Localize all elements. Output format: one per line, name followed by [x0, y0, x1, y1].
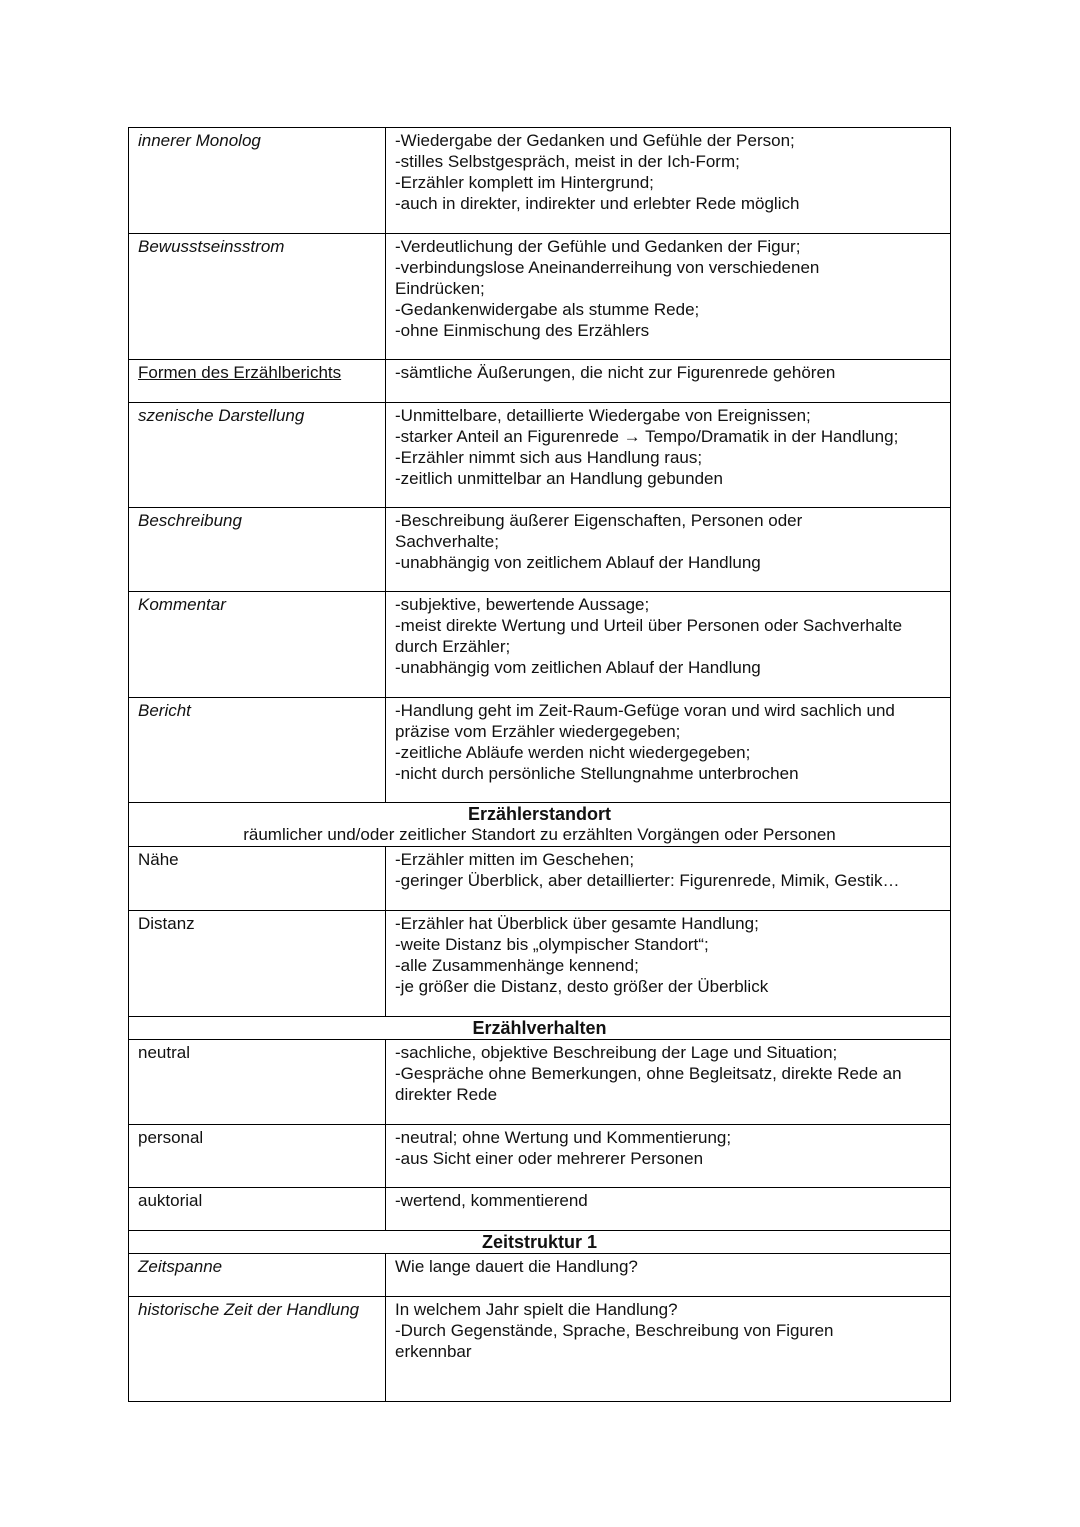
- description-line: -alle Zusammenhänge kennend;: [395, 956, 639, 975]
- description-line: Eindrücken;: [395, 279, 485, 298]
- table-row: [129, 847, 951, 911]
- description-line: -nicht durch persönliche Stellungnahme unterbrochen: [395, 764, 799, 783]
- term-label: Kommentar: [138, 595, 226, 614]
- table-body: [129, 128, 951, 1402]
- description-line: -weite Distanz bis „olympischer Standort“;: [395, 935, 709, 954]
- description-line: erkennbar: [395, 1342, 472, 1361]
- description-line: -stilles Selbstgespräch, meist in der Ich-Form;: [395, 152, 740, 171]
- term-label: auktorial: [138, 1191, 203, 1210]
- description-line: durch Erzähler;: [395, 637, 511, 656]
- description-cell: [386, 592, 951, 698]
- description-line: -Verdeutlichung der Gefühle und Gedanken der Figur;: [395, 237, 801, 256]
- description-line: -zeitliche Abläufe werden nicht wiedergegeben;: [395, 743, 751, 762]
- table-row: [129, 1188, 951, 1231]
- description-line: -Erzähler mitten im Geschehen;: [395, 850, 635, 869]
- description-line: -Durch Gegenstände, Sprache, Beschreibung von Figuren: [395, 1321, 834, 1340]
- description-line: -starker Anteil an Figurenrede → Tempo/Dramatik in der Handlung;: [395, 427, 899, 446]
- description-cell: [386, 508, 951, 592]
- term-cell: [129, 847, 386, 911]
- term-cell: [129, 234, 386, 360]
- table-row: [129, 403, 951, 508]
- section-title: Erzählverhalten: [472, 1018, 607, 1038]
- term-label: personal: [138, 1128, 204, 1147]
- description-line: -Erzähler nimmt sich aus Handlung raus;: [395, 448, 703, 467]
- description-line: -Gedankenwidergabe als stumme Rede;: [395, 300, 700, 319]
- description-line: direkter Rede: [395, 1085, 498, 1104]
- term-cell: [129, 1040, 386, 1125]
- description-cell: [386, 360, 951, 403]
- description-cell: [386, 1125, 951, 1188]
- term-cell: [129, 1297, 386, 1402]
- term-cell: [129, 128, 386, 234]
- term-label: Bericht: [138, 701, 191, 720]
- section-heading-row: [129, 1017, 951, 1040]
- description-line: -ohne Einmischung des Erzählers: [395, 321, 650, 340]
- description-cell: [386, 234, 951, 360]
- section-heading-row: [129, 1231, 951, 1254]
- term-cell: [129, 1125, 386, 1188]
- table-row: [129, 911, 951, 1017]
- description-line: -Beschreibung äußerer Eigenschaften, Personen oder: [395, 511, 803, 530]
- table-row: [129, 360, 951, 403]
- term-label: Zeitspanne: [138, 1257, 223, 1276]
- table-row: [129, 1040, 951, 1125]
- description-line: -Erzähler komplett im Hintergrund;: [395, 173, 654, 192]
- description-cell: [386, 1254, 951, 1297]
- table-row: [129, 1125, 951, 1188]
- description-cell: [386, 1297, 951, 1402]
- term-label: Distanz: [138, 914, 195, 933]
- table-row: [129, 1254, 951, 1297]
- section-title: Erzählerstandort: [467, 804, 612, 824]
- table-row: [129, 508, 951, 592]
- description-line: Wie lange dauert die Handlung?: [395, 1257, 638, 1276]
- description-line: -auch in direkter, indirekter und erlebter Rede möglich: [395, 194, 800, 213]
- narration-terms-table: [128, 127, 951, 1402]
- description-cell: [386, 911, 951, 1017]
- section-heading-row: [129, 803, 951, 847]
- description-line: -meist direkte Wertung und Urteil über Personen oder Sachverhalte: [395, 616, 903, 635]
- description-line: präzise vom Erzähler wiedergegeben;: [395, 722, 681, 741]
- term-cell: [129, 403, 386, 508]
- description-cell: [386, 1188, 951, 1231]
- term-label: Bewusstseinsstrom: [138, 237, 285, 256]
- description-line: Sachverhalte;: [395, 532, 499, 551]
- table-row: [129, 592, 951, 698]
- table-row: [129, 1297, 951, 1402]
- term-cell: [129, 592, 386, 698]
- description-line: -Handlung geht im Zeit-Raum-Gefüge voran und wird sachlich und: [395, 701, 895, 720]
- description-cell: [386, 403, 951, 508]
- description-cell: [386, 847, 951, 911]
- term-label: neutral: [138, 1043, 190, 1062]
- description-cell: [386, 698, 951, 803]
- description-line: -unabhängig vom zeitlichen Ablauf der Handlung: [395, 658, 761, 677]
- term-label: innerer Monolog: [138, 131, 261, 150]
- description-line: -geringer Überblick, aber detaillierter: Figurenrede, Mimik, Gestik…: [395, 871, 900, 890]
- description-line: -neutral; ohne Wertung und Kommentierung;: [395, 1128, 732, 1147]
- section-heading-cell: [129, 1231, 951, 1254]
- description-cell: [386, 1040, 951, 1125]
- term-label: Formen des Erzählberichts: [138, 363, 342, 382]
- term-label: Beschreibung: [138, 511, 242, 530]
- description-line: -sachliche, objektive Beschreibung der Lage und Situation;: [395, 1043, 838, 1062]
- description-line: -subjektive, bewertende Aussage;: [395, 595, 650, 614]
- description-line: -zeitlich unmittelbar an Handlung gebunden: [395, 469, 723, 488]
- table-row: [129, 234, 951, 360]
- description-line: -Gespräche ohne Bemerkungen, ohne Begleitsatz, direkte Rede an: [395, 1064, 902, 1083]
- description-cell: [386, 128, 951, 234]
- description-line: In welchem Jahr spielt die Handlung?: [395, 1300, 678, 1319]
- table-row: [129, 128, 951, 234]
- term-cell: [129, 508, 386, 592]
- description-line: -unabhängig von zeitlichem Ablauf der Handlung: [395, 553, 761, 572]
- term-cell: [129, 1254, 386, 1297]
- term-cell: [129, 360, 386, 403]
- term-label: Nähe: [138, 850, 179, 869]
- term-label: historische Zeit der Handlung: [138, 1300, 360, 1319]
- section-heading-cell: [129, 803, 951, 847]
- table-row: [129, 698, 951, 803]
- description-line: -je größer die Distanz, desto größer der Überblick: [395, 977, 769, 996]
- section-title: Zeitstruktur 1: [481, 1232, 598, 1252]
- description-line: -Erzähler hat Überblick über gesamte Handlung;: [395, 914, 759, 933]
- description-line: -sämtliche Äußerungen, die nicht zur Figurenrede gehören: [395, 363, 836, 382]
- term-label: szenische Darstellung: [138, 406, 305, 425]
- term-cell: [129, 698, 386, 803]
- description-line: -aus Sicht einer oder mehrerer Personen: [395, 1149, 704, 1168]
- description-line: -Wiedergabe der Gedanken und Gefühle der Person;: [395, 131, 795, 150]
- description-line: -wertend, kommentierend: [395, 1191, 588, 1210]
- description-line: -verbindungslose Aneinanderreihung von verschiedenen: [395, 258, 820, 277]
- term-cell: [129, 1188, 386, 1231]
- description-line: -Unmittelbare, detaillierte Wiedergabe von Ereignissen;: [395, 406, 811, 425]
- term-cell: [129, 911, 386, 1017]
- section-heading-cell: [129, 1017, 951, 1040]
- section-subtitle: räumlicher und/oder zeitlicher Standort zu erzählten Vorgängen oder Personen: [243, 825, 836, 844]
